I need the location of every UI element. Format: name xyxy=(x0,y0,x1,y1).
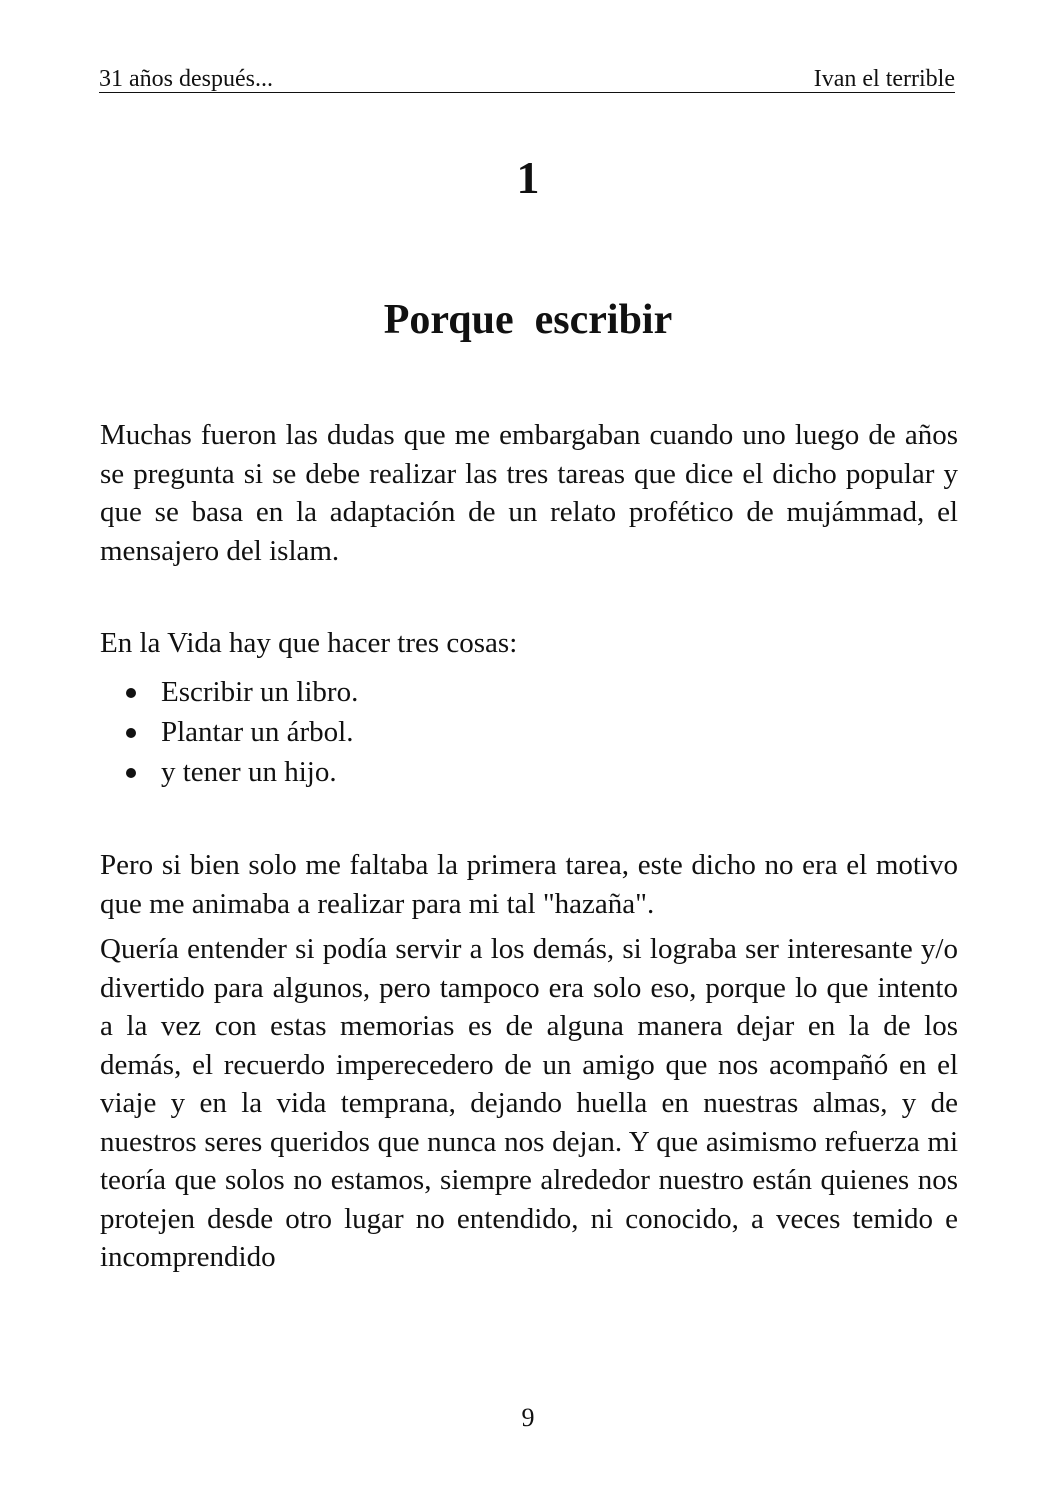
chapter-number: 1 xyxy=(516,152,540,203)
list-item-text: y tener un hijo. xyxy=(161,756,337,788)
running-header xyxy=(99,62,955,93)
list-item xyxy=(100,712,800,752)
bullet-icon xyxy=(126,688,136,698)
paragraph-motive: Pero si bien solo me faltaba la primera tarea, este dicho no era el motivo que me animaba a realizar para mi tal "hazaña". xyxy=(100,849,958,920)
header-book-title: 31 años después... xyxy=(99,66,273,92)
list-item-text: Plantar un árbol. xyxy=(161,716,354,748)
bullet-list xyxy=(100,672,800,792)
paragraph-list-intro: En la Vida hay que hacer tres cosas: xyxy=(100,627,518,659)
paragraph-reflection: Quería entender si podía servir a los demás, si lograba ser interesante y/o divertido para algunos, pero tampoco era solo eso, porque lo que intento a la vez con estas memorias es de alguna manera dejar en la de los demás, el recuerdo imperecedero de un amigo que nos acompañó en el viaje y en la vida temprana, dejando huella en nuestras almas, y de nuestros seres queridos que nunca nos dejan. Y que asimismo refuerza mi teoría que solos no estamos, siempre alrededor nuestro están quienes nos protejen desde otro lugar no entendido, ni conocido, a veces temido e incomprendido xyxy=(100,933,958,1273)
bullet-icon xyxy=(126,768,136,778)
page-number: 9 xyxy=(521,1403,535,1432)
list-item-text: Escribir un libro. xyxy=(161,676,359,708)
paragraph-intro: Muchas fueron las dudas que me embargaban cuando uno luego de años se pregunta si se debe realizar las tres tareas que dice el dicho popular y que se basa en la adaptación de un relato profético de mujámmad, el mensajero del islam. xyxy=(100,419,958,567)
list-item xyxy=(100,752,800,792)
list-item xyxy=(100,672,800,712)
bullet-icon xyxy=(126,728,136,738)
chapter-title: Porque escribir xyxy=(383,297,673,343)
header-author: Ivan el terrible xyxy=(813,66,955,92)
